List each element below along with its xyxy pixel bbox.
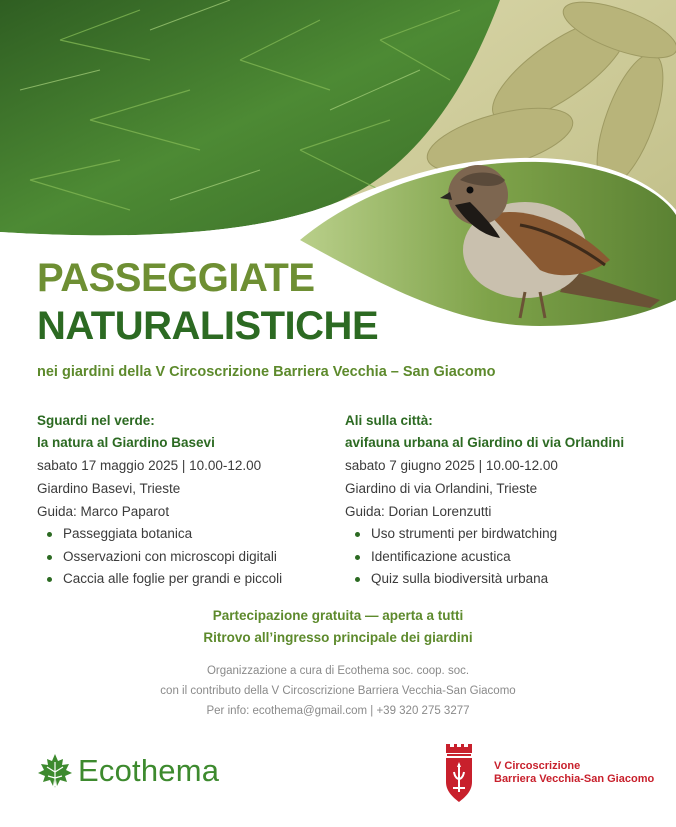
event-subheading: la natura al Giardino Basevi: [37, 435, 215, 450]
event-date: sabato 7 giugno 2025 | 10.00-12.00: [345, 458, 558, 473]
contributor-line: con il contributo della V Circoscrizione Barriera Vecchia-San Giacomo: [160, 685, 516, 697]
event-card-basevi: [37, 410, 337, 591]
city-crest-icon: [444, 742, 474, 804]
circoscrizione-name: [494, 760, 654, 786]
circoscrizione-logo: [444, 742, 654, 804]
list-item: Uso strumenti per birdwatching: [371, 523, 665, 546]
participation-note: Partecipazione gratuita — aperta a tutti: [212, 608, 464, 623]
event-heading: Ali sulla città:: [345, 413, 433, 428]
event-place: Giardino di via Orlandini, Trieste: [345, 481, 538, 496]
event-card-orlandini: [345, 410, 665, 591]
ecothema-logo: [36, 752, 219, 790]
organizer-line: Organizzazione a cura di Ecothema soc. coop. soc.: [206, 665, 470, 677]
subtitle: nei giardini della V Circoscrizione Barriera Vecchia – San Giacomo: [37, 364, 496, 380]
event-subheading: avifauna urbana al Giardino di via Orlandini: [345, 435, 625, 450]
contact-info: Per info: ecothema@gmail.com | +39 320 275 3277: [206, 705, 470, 717]
list-item: Caccia alle foglie per grandi e piccoli: [63, 568, 337, 591]
event-place: Giardino Basevi, Trieste: [37, 481, 181, 496]
list-item: Identificazione acustica: [371, 546, 665, 569]
maple-leaf-icon: [36, 752, 74, 790]
event-guide: Guida: Marco Paparot: [37, 504, 170, 519]
meeting-point-note: Ritrovo all’ingresso principale dei giardini: [203, 630, 473, 645]
ecothema-wordmark: Ecothema: [78, 753, 220, 788]
title-line-1: PASSEGGIATE: [37, 256, 315, 300]
circoscrizione-line-2: Barriera Vecchia-San Giacomo: [494, 773, 655, 785]
title-line-2: NATURALISTICHE: [37, 304, 379, 348]
list-item: Passeggiata botanica: [63, 523, 337, 546]
list-item: Osservazioni con microscopi digitali: [63, 546, 337, 569]
event-heading: Sguardi nel verde:: [37, 413, 155, 428]
event-guide: Guida: Dorian Lorenzutti: [345, 504, 492, 519]
activity-list: [37, 523, 337, 591]
list-item: Quiz sulla biodiversità urbana: [371, 568, 665, 591]
activity-list: [345, 523, 665, 591]
page-title: [37, 254, 378, 350]
circoscrizione-line-1: V Circoscrizione: [494, 760, 581, 772]
event-date: sabato 17 maggio 2025 | 10.00-12.00: [37, 458, 262, 473]
